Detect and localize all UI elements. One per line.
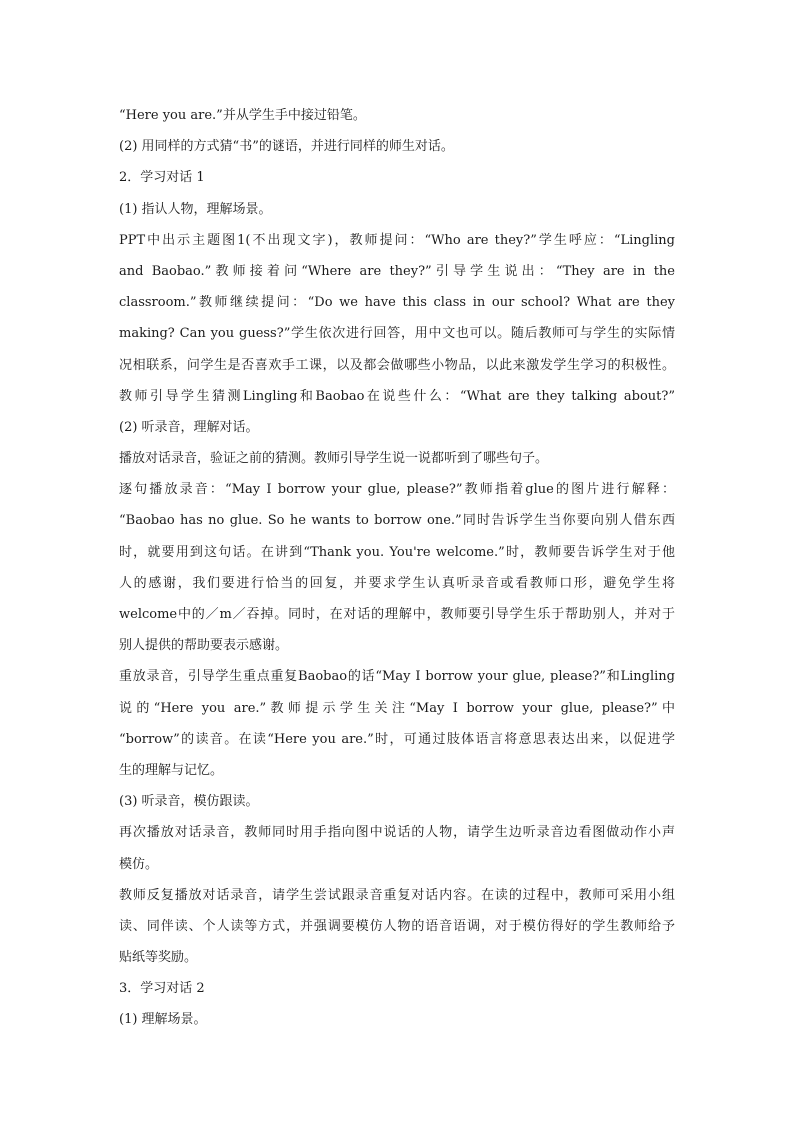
text-line: 读、同伴读、个人读等方式，并强调要模仿人物的语音语调，对于模仿得好的学生教师给予 [119, 918, 675, 934]
text-line: “Baobao has no glue. So he wants to borrow one.”同时告诉学生当你要向别人借东西 [119, 513, 675, 529]
text-line: 教师反复播放对话录音，请学生尝试跟录音重复对话内容。在读的过程中，教师可采用小组 [119, 887, 675, 903]
text-line: 别人提供的帮助要表示感谢。 [119, 638, 289, 654]
text-line: classroom.”教师继续提问：“Do we have this class in our school? What are they [119, 295, 675, 311]
text-line: “Here you are.”并从学生手中接过铅笔。 [119, 108, 366, 123]
section-heading: 2．学习对话 1 [119, 170, 205, 186]
subsection-heading: (2) 听录音，理解对话。 [119, 419, 259, 435]
text-line: PPT中出示主题图1(不出现文字)，教师提问：“Who are they?”学生呼应：“Lingling [119, 232, 675, 248]
text-line: 重放录音，引导学生重点重复Baobao的话“May I borrow your glue, please?”和Lingling [119, 669, 675, 685]
text-line: welcome中的／m／吞掉。同时，在对话的理解中，教师要引导学生乐于帮助别人，并对于 [119, 607, 675, 622]
subsection-heading: (1) 指认人物，理解场景。 [119, 201, 272, 217]
text-line: making? Can you guess?”学生依次进行回答，用中文也可以。随后教师可与学生的实际情 [119, 326, 675, 342]
text-line: 人的感谢，我们要进行恰当的回复，并要求学生认真听录音或看教师口形，避免学生将 [119, 575, 675, 591]
text-line: 逐句播放录音：“May I borrow your glue, please?”教师指着glue的图片进行解释： [119, 482, 675, 498]
text-line: and Baobao.”教师接着问“Where are they?”引导学生说出：“They are in the [119, 263, 675, 279]
text-line: (2) 用同样的方式猜“书”的谜语，并进行同样的师生对话。 [119, 139, 454, 155]
text-line: 说的“Here you are.”教师提示学生关注“May I borrow your glue, please?”中 [119, 700, 675, 716]
text-line: 时，就要用到这句话。在讲到“Thank you. You're welcome.”时，教师要告诉学生对于他 [119, 544, 675, 560]
text-line: 再次播放对话录音，教师同时用手指向图中说话的人物，请学生边听录音边看图做动作小声 [119, 825, 675, 841]
text-line: 教师引导学生猜测Lingling和Baobao在说些什么：“What are they talking about?” [119, 388, 675, 404]
section-heading: 3．学习对话 2 [119, 981, 205, 997]
text-line: 生的理解与记忆。 [119, 762, 224, 778]
text-line: 播放对话录音，验证之前的猜测。教师引导学生说一说都听到了哪些句子。 [119, 451, 549, 467]
document-body [119, 100, 675, 1036]
text-line: 模仿。 [119, 856, 159, 872]
text-line: 况相联系，问学生是否喜欢手工课，以及都会做哪些小物品，以此来激发学生学习的积极性。 [119, 357, 675, 373]
text-line: 贴纸等奖励。 [119, 950, 198, 966]
subsection-heading: (3) 听录音，模仿跟读。 [119, 794, 259, 810]
subsection-heading: (1) 理解场景。 [119, 1012, 207, 1028]
text-line: “borrow”的读音。在读“Here you are.”时，可通过肢体语言将意思表达出来，以促进学 [119, 731, 675, 747]
